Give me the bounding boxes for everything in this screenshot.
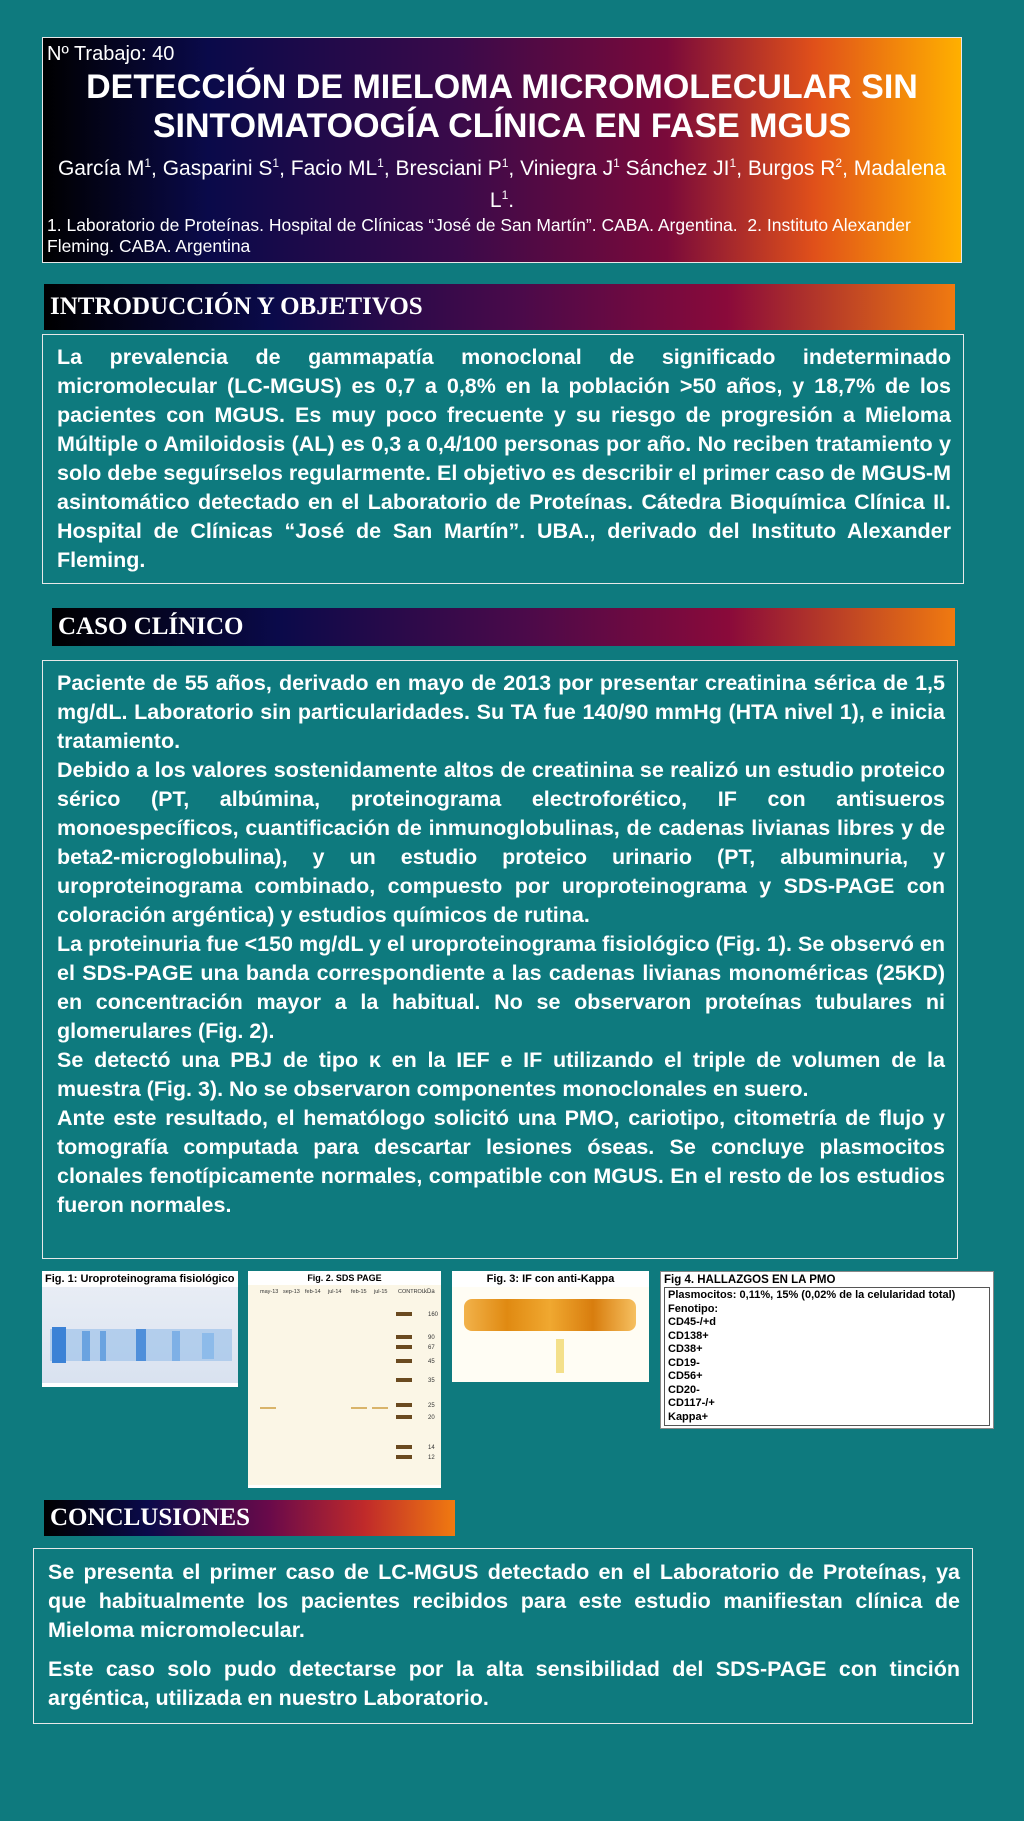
gel-control-band <box>396 1445 412 1449</box>
finding-line: CD20- <box>668 1383 700 1396</box>
finding-line: CD19- <box>668 1356 700 1369</box>
figure-3-caption: Fig. 3: IF con anti-Kappa <box>486 1273 615 1285</box>
author-affiliation-index: 1 <box>272 156 280 170</box>
gel-lane-label: CONTROL <box>398 1289 425 1295</box>
case-text-box <box>42 660 958 1259</box>
gel-kda-marker: 45 <box>428 1359 435 1365</box>
case-paragraph: Ante este resultado, el hematólogo solicitó una PMO, cariotipo, citometría de flujo y tomografía computada para descartar lesiones óseas. Se concluye plasmocitos clonales fenotípicamente normales, compatible con MGUS. En el resto de los estudios fueron normales. <box>57 1106 945 1217</box>
affiliations: 1. Laboratorio de Proteínas. Hospital de Clínicas “José de San Martín”. CABA. Argentina. 2. Instituto Alexander Fleming. CABA. Argentina <box>47 215 911 256</box>
figure-4-findings-list <box>664 1287 990 1426</box>
gel-light-chain-band <box>351 1407 367 1409</box>
author-affiliation-index: 1 <box>613 156 620 170</box>
gel-control-band <box>396 1378 412 1382</box>
figure-4-title: Fig 4. HALLAZGOS EN LA PMO <box>664 1274 836 1286</box>
author-affiliation-index: 1 <box>501 188 509 202</box>
case-paragraph: Se detectó una PBJ de tipo κ en la IEF e IF utilizando el triple de volumen de la muestra (Fig. 3). No se observaron componentes monoclonales en suero. <box>57 1048 945 1101</box>
gel-lane-label: jul-15 <box>374 1289 388 1295</box>
author-affiliation-index: 1 <box>144 156 152 170</box>
finding-line: Kappa+ <box>668 1410 709 1423</box>
finding-line: CD38+ <box>668 1343 703 1355</box>
gel-kda-marker: 160 <box>428 1312 439 1318</box>
title-line-1: DETECCIÓN DE MIELOMA MICROMOLECULAR SIN <box>86 68 918 106</box>
intro-text-box <box>42 334 964 584</box>
poster-title <box>47 68 957 146</box>
intro-text: La prevalencia de gammapatía monoclonal de significado indeterminado micromolecular (LC-MGUS) es 0,7 a 0,8% en la población >50 años, y 18,7% de los pacientes con MGUS. Es muy poco frecuente y su riesgo de progresión a Mieloma Múltiple o Amiloidosis (AL) es 0,3 a 0,4/100 personas por año. No reciben tratamiento y solo debe seguírselos regularmente. El objetivo es describir el primer caso de MGUS-M asintomático detectado en el Laboratorio de Proteínas. Cátedra Bioquímica Clínica II. Hospital de Clínicas “José de San Martín”. UBA., derivado del Instituto Alexander Fleming. <box>57 345 951 572</box>
figure-2 <box>248 1271 441 1488</box>
case-paragraph: Paciente de 55 años, derivado en mayo de 2013 por presentar creatinina sérica de 1,5 mg/dL. Laboratorio sin particularidades. Su TA fue 140/90 mmHg (HTA nivel 1), e inicia tratamiento. <box>57 671 945 753</box>
gel-kda-marker: 90 <box>428 1335 435 1341</box>
finding-line: Fenotipo: <box>668 1302 719 1315</box>
author-affiliation-index: 2 <box>835 156 843 170</box>
author-name: Viniegra J <box>520 157 614 180</box>
gel-kda-marker: 12 <box>428 1455 435 1461</box>
finding-line: CD117-/+ <box>668 1397 715 1409</box>
gel-kda-label: kDa <box>424 1289 435 1295</box>
author-name: Facio ML <box>290 157 378 180</box>
figure-1-caption: Fig. 1: Uroproteinograma fisiológico <box>45 1273 235 1285</box>
gel-control-band <box>396 1359 412 1363</box>
figure-1 <box>42 1271 238 1387</box>
gel-control-band <box>396 1403 412 1407</box>
gel-lane-label: sep-13 <box>283 1289 300 1295</box>
conclusion-paragraph: Se presenta el primer caso de LC-MGUS detectado en el Laboratorio de Proteínas, ya que habitualmente los pacientes recibidos para este estudio manifiestan clínica de Mieloma micromolecular. <box>48 1560 960 1642</box>
gel-kda-marker: 67 <box>428 1345 435 1351</box>
conclusions-heading: CONCLUSIONES <box>44 1500 455 1536</box>
affiliation-1: Laboratorio de Proteínas. Hospital de Clínicas “José de San Martín”. CABA. Argentina. <box>66 215 738 235</box>
author-affiliation-index: 1 <box>729 156 737 170</box>
case-paragraph: Debido a los valores sostenidamente altos de creatinina se realizó un estudio proteico sérico (PT, albúmina, proteinograma electroforético, IF con antisueros monoespecíficos, cuantificación de inmunoglobulinas, de cadenas livianas libres y de beta2-microglobulina), y un estudio proteico urinario (PT, albuminuria, y uroproteinograma combinado, compuesto por uroproteinograma y SDS-PAGE con coloración argéntica) y estudios químicos de rutina. <box>57 758 945 927</box>
gel-lane-label: jul-14 <box>328 1289 342 1295</box>
case-paragraph: La proteinuria fue <150 mg/dL y el uroproteinograma fisiológico (Fig. 1). Se observó en el SDS-PAGE una banda correspondiente a las cadenas livianas monoméricas (25KD) en concentración mayor a la habitual. No se observaron proteínas tubulares ni glomerulares (Fig. 2). <box>57 932 945 1043</box>
gel-kda-marker: 20 <box>428 1415 435 1421</box>
poster-header <box>42 37 962 263</box>
figure-2-caption: Fig. 2. SDS PAGE <box>307 1273 382 1283</box>
sds-page-gel <box>248 1285 441 1485</box>
gel-light-chain-band <box>260 1407 276 1409</box>
gel-control-band <box>396 1335 412 1339</box>
gel-control-band <box>396 1345 412 1349</box>
figure-4 <box>660 1271 994 1429</box>
gel-control-band <box>396 1455 412 1459</box>
gel-kda-marker: 25 <box>428 1403 435 1409</box>
immunofixation-image <box>452 1287 649 1382</box>
gel-control-band <box>396 1312 412 1316</box>
author-name: Bresciani P <box>395 157 502 180</box>
gel-kda-marker: 35 <box>428 1378 435 1384</box>
author-name: Sánchez JI <box>625 157 730 180</box>
author-affiliation-index: 1 <box>377 156 384 170</box>
author-name: Madalena L <box>489 157 947 212</box>
conclusions-text-box <box>33 1548 973 1724</box>
title-line-2: SINTOMATOOGÍA CLÍNICA EN FASE MGUS <box>152 107 852 145</box>
author-name: García M <box>57 157 145 180</box>
uroproteinogram-image <box>42 1287 238 1383</box>
author-name: Burgos R <box>747 157 836 180</box>
author-name: Gasparini S <box>162 157 273 180</box>
affiliation-2: Instituto Alexander Fleming. CABA. Argentina <box>47 215 911 256</box>
gel-kda-marker: 14 <box>428 1445 435 1451</box>
finding-line: Plasmocitos: 0,11%, 15% (0,02% de la celularidad total) <box>668 1289 956 1301</box>
gel-lane-label: feb-14 <box>305 1289 321 1295</box>
work-number: Nº Trabajo: 40 <box>47 43 175 65</box>
finding-line: CD45-/+d <box>668 1316 716 1328</box>
conclusion-paragraph: Este caso solo pudo detectarse por la alta sensibilidad del SDS-PAGE con tinción argéntica, utilizada en nuestro Laboratorio. <box>48 1657 960 1710</box>
author-list: García $M^1$, Gasparini $S^1$, Facio $ML^1$, Bresciani $P^1$, Viniegra $J^1$ Sánchez $JI^1$, Burgos $R^2$, Madalena $L^1$. <box>57 156 947 212</box>
case-heading: CASO CLÍNICO <box>52 608 955 646</box>
finding-line: CD56+ <box>668 1370 703 1382</box>
author-affiliation-index: 1 <box>501 156 509 170</box>
gel-lane-label: may-13 <box>260 1289 279 1295</box>
figure-3 <box>452 1271 649 1382</box>
finding-line: CD138+ <box>668 1329 709 1342</box>
gel-control-band <box>396 1415 412 1419</box>
intro-heading: INTRODUCCIÓN Y OBJETIVOS <box>44 284 955 330</box>
gel-lane-label: feb-15 <box>351 1289 367 1295</box>
gel-light-chain-band <box>372 1407 388 1409</box>
